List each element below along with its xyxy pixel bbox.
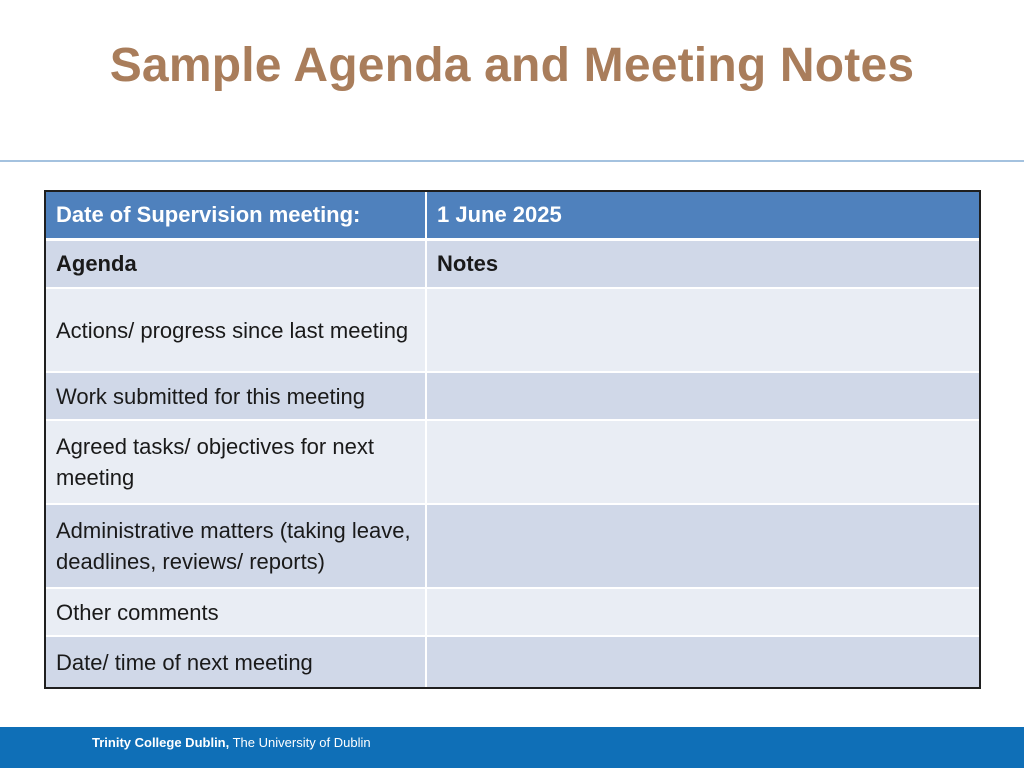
notes-cell[interactable] bbox=[426, 372, 979, 420]
meeting-date-label: Date of Supervision meeting: bbox=[46, 192, 426, 239]
agenda-column-heading: Agenda bbox=[46, 239, 426, 288]
table-row bbox=[46, 288, 979, 372]
slide-title: Sample Agenda and Meeting Notes bbox=[109, 39, 915, 92]
notes-column-heading: Notes bbox=[426, 239, 979, 288]
table-header-row bbox=[46, 192, 979, 239]
footer-text bbox=[92, 735, 371, 750]
agenda-item: Other comments bbox=[46, 588, 426, 636]
title-divider bbox=[0, 160, 1024, 162]
footer-subtitle: The University of Dublin bbox=[229, 735, 371, 750]
table-row bbox=[46, 504, 979, 588]
notes-cell[interactable] bbox=[426, 588, 979, 636]
footer-bar bbox=[0, 727, 1024, 768]
meeting-date-value: 1 June 2025 bbox=[426, 192, 979, 239]
notes-cell[interactable] bbox=[426, 420, 979, 504]
notes-cell[interactable] bbox=[426, 504, 979, 588]
table-row bbox=[46, 588, 979, 636]
table-row bbox=[46, 420, 979, 504]
agenda-table bbox=[44, 190, 981, 689]
footer-institution: Trinity College Dublin, bbox=[92, 735, 230, 750]
agenda-item: Agreed tasks/ objectives for next meeting bbox=[46, 420, 426, 504]
agenda-item: Administrative matters (taking leave, deadlines, reviews/ reports) bbox=[46, 504, 426, 588]
agenda-item: Date/ time of next meeting bbox=[46, 636, 426, 687]
table-row bbox=[46, 636, 979, 687]
notes-cell[interactable] bbox=[426, 288, 979, 372]
table-row bbox=[46, 372, 979, 420]
table-column-headings bbox=[46, 239, 979, 288]
agenda-item: Work submitted for this meeting bbox=[46, 372, 426, 420]
agenda-table-grid bbox=[46, 192, 979, 687]
notes-cell[interactable] bbox=[426, 636, 979, 687]
agenda-item: Actions/ progress since last meeting bbox=[46, 288, 426, 372]
